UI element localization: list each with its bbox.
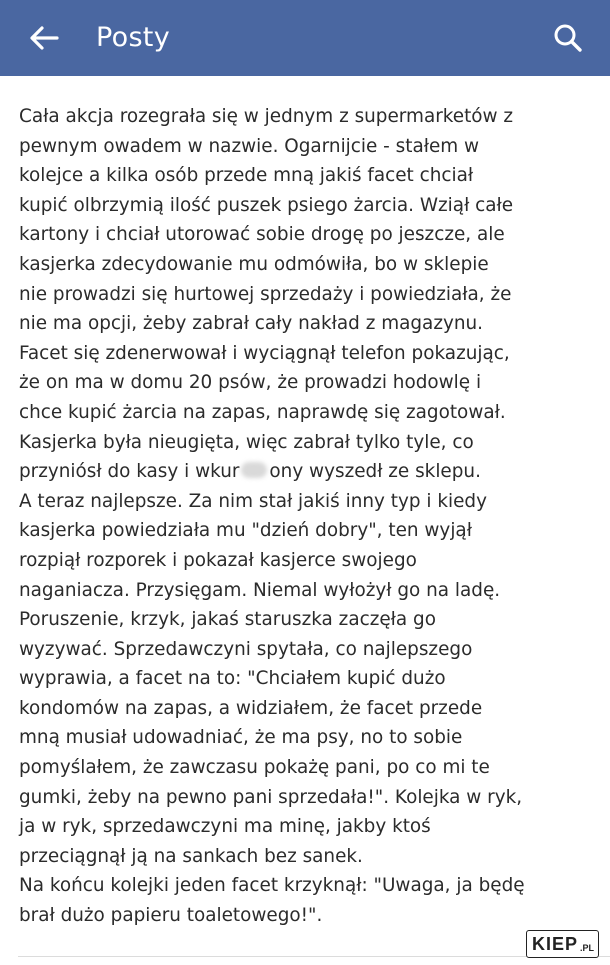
watermark-logo	[526, 930, 599, 958]
censor-blur	[241, 462, 267, 478]
post-line: kasjerka powiedziała mu "dzień dobry", ten wyjął	[19, 520, 472, 542]
post-line: wyprawia, a facet na to: "Chciałem kupić dużo	[19, 668, 446, 690]
post-line-start: przyniósł do kasy i wkur	[19, 461, 240, 483]
post-line: naganiacza. Przysięgam. Niemal wyłożył go na ladę.	[19, 579, 501, 601]
post-line: mną musiał udowadniać, że ma psy, no to sobie	[19, 727, 463, 749]
post-line: przeciągnął ją na sankach bez sanek.	[19, 845, 363, 867]
search-button[interactable]	[544, 14, 592, 62]
post-line: że on ma w domu 20 psów, że prowadzi hodowlę i	[19, 372, 482, 394]
post-line: brał dużo papieru toaletowego!".	[19, 905, 323, 927]
post-line: kasjerka zdecydowanie mu odmówiła, bo w sklepie	[19, 253, 489, 275]
arrow-left-icon	[29, 25, 59, 51]
post-line: rozpiął rozporek i pokazał kasjerce swojego	[19, 549, 417, 571]
post-line: ja w ryk, sprzedawczyni ma minę, jakby ktoś	[19, 816, 431, 838]
back-button[interactable]	[20, 14, 68, 62]
post-line: Na końcu kolejki jeden facet krzyknął: "Uwaga, ja będę	[19, 875, 525, 897]
post-content	[0, 76, 610, 965]
post-line: chce kupić żarcia na zapas, naprawdę się zagotował.	[19, 401, 506, 423]
post-line: Cała akcja rozegrała się w jednym z supermarketów z	[19, 106, 514, 127]
post-line-end: ony wyszedł ze sklepu.	[269, 461, 481, 483]
post-line: pewnym owadem w nazwie. Ogarnijcie - stałem w	[19, 135, 480, 157]
post-line-censored	[19, 457, 593, 487]
page-title: Posty	[96, 22, 170, 53]
search-icon	[553, 23, 583, 53]
divider	[18, 956, 610, 957]
post-line: kupić olbrzymią ilość puszek psiego żarcia. Wziął całe	[19, 194, 514, 216]
post-line: A teraz najlepsze. Za nim stał jakiś inny typ i kiedy	[19, 490, 487, 512]
post-line: Poruszenie, krzyk, jakaś staruszka zaczęła go	[19, 609, 436, 631]
post-body	[19, 102, 593, 931]
post-line: Facet się zdenerwował i wyciągnął telefon pokazując,	[19, 342, 510, 364]
post-line: pomyślałem, że zawczasu pokażę pani, po co mi te	[19, 757, 490, 779]
post-line: wyzywać. Sprzedawczyni spytała, co najlepszego	[19, 638, 473, 660]
post-line: kondomów na zapas, a widziałem, że facet przede	[19, 697, 483, 719]
post-line: nie ma opcji, żeby zabrał cały nakład z magazynu.	[19, 313, 484, 335]
post-line: kolejce a kilka osób przede mną jakiś facet chciał	[19, 165, 474, 187]
post-line: kartony i chciał utorować sobie drogę po jeszcze, ale	[19, 224, 505, 246]
post-line: gumki, żeby na pewno pani sprzedała!". Kolejka w ryk,	[19, 786, 523, 808]
post-line: nie prowadzi się hurtowej sprzedaży i powiedziała, że	[19, 283, 512, 305]
post-line: Kasjerka była nieugięta, więc zabrał tylko tyle, co	[19, 431, 474, 453]
app-bar	[0, 0, 610, 76]
watermark-text: KIEP	[531, 933, 578, 954]
watermark-tld: .PL	[579, 942, 594, 953]
